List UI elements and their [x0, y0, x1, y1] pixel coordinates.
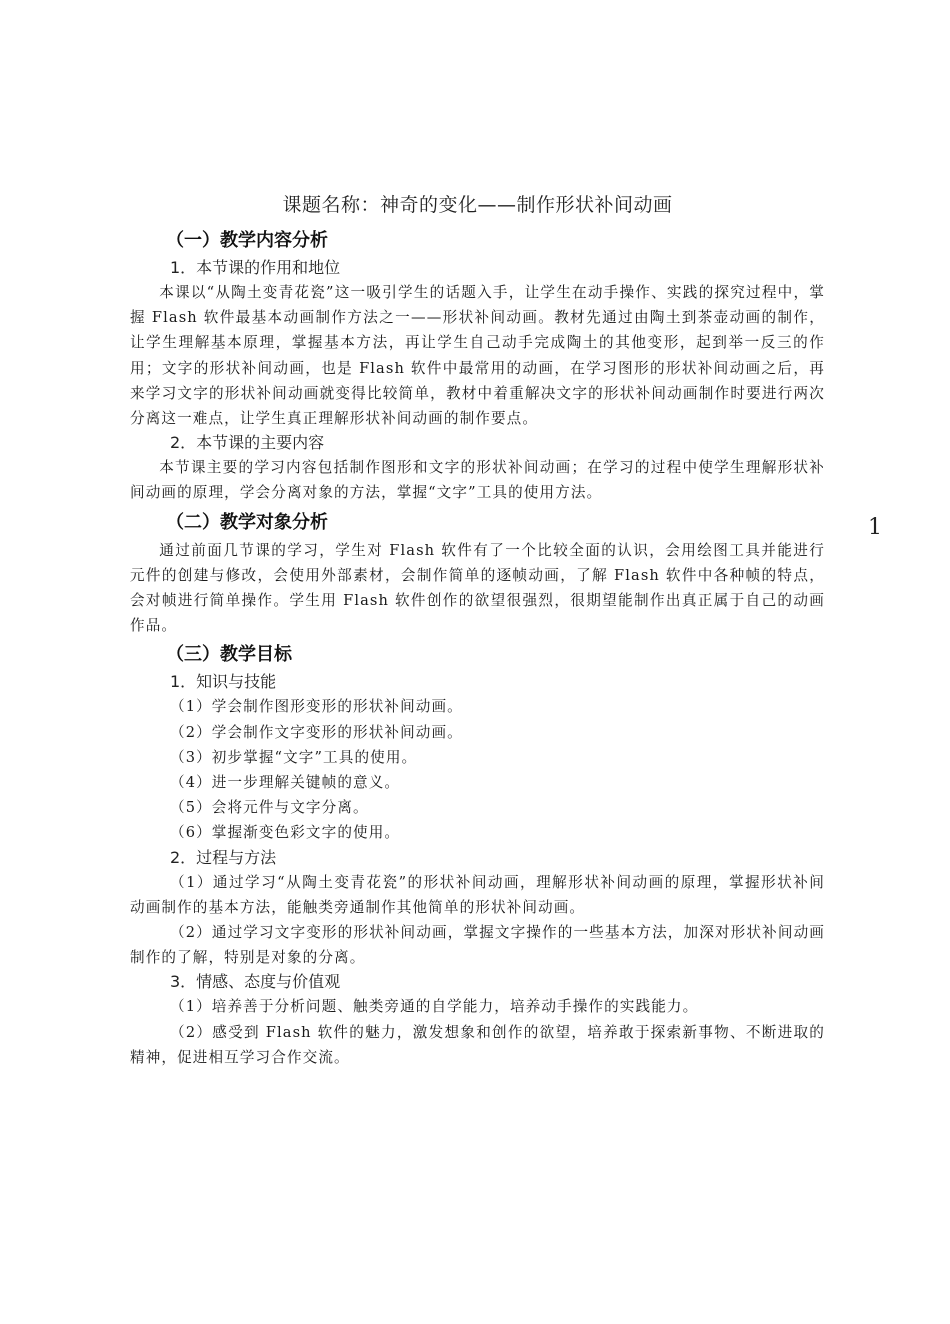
list-item: （3）初步掌握“文字”工具的使用。	[170, 748, 418, 766]
list-item: （2）通过学习文字变形的形状补间动画，掌握文字操作的一些基本方法，加深对形状补间动画制作的了解，特别是对象的分离。	[130, 924, 825, 967]
list-item: （1）培养善于分析问题、触类旁通的自学能力，培养动手操作的实践能力。	[170, 998, 699, 1016]
subheading-values: 3．情感、态度与价值观	[170, 972, 341, 992]
list-item: （4）进一步理解关键帧的意义。	[170, 774, 401, 792]
section-heading-content-analysis: （一）教学内容分析	[166, 230, 328, 251]
list-item: （6）掌握渐变色彩文字的使用。	[170, 824, 401, 842]
section-heading-goals: （三）教学目标	[166, 644, 292, 666]
page-title: 课题名称：神奇的变化——制作形状补间动画	[282, 194, 673, 216]
list-item: （5）会将元件与文字分离。	[170, 799, 369, 817]
page-number: 1	[868, 515, 882, 540]
list-item: （2）学会制作文字变形的形状补间动画。	[170, 723, 463, 741]
subheading-process: 2．过程与方法	[170, 847, 277, 867]
list-item: （1）通过学习“从陶土变青花瓷”的形状补间动画，理解形状补间动画的原理，掌握形状补间动画制作的基本方法，能触类旁通制作其他简单的形状补间动画。	[130, 873, 825, 916]
list-item: （2）感受到 Flash 软件的魅力，激发想象和创作的欲望，培养敢于探索新事物、不断进取的精神，促进相互学习合作交流。	[130, 1023, 825, 1066]
document-body	[130, 226, 825, 1070]
paragraph-role: 本课以“从陶土变青花瓷”这一吸引学生的话题入手，让学生在动手操作、实践的探究过程中，掌握 Flash 软件最基本动画制作方法之一——形状补间动画。教材先通过由陶土到茶壶动画的制作，让学生理解基本原理，掌握基本方法，再让学生自己动手完成陶土的其他变形，起到举一反三的作用；文字的形状补间动画，也是 Flash 软件中最常用的动画，在学习图形的形状补间动画之后，再来学习文字的形状补间动画就变得比较简单，教材中着重解决文字的形状补间动画制作时要进行两次分离这一难点，让学生真正理解形状补间动画的制作要点。	[130, 284, 825, 428]
section-heading-student-analysis: （二）教学对象分析	[166, 511, 328, 533]
paragraph-student-analysis: 通过前面几节课的学习，学生对 Flash 软件有了一个比较全面的认识，会用绘图工具并能进行元件的创建与修改，会使用外部素材，会制作简单的逐帧动画，了解 Flash 软件中各种帧的特点，会对帧进行简单操作。学生用 Flash 软件创作的欲望很强烈，很期望能制作出真正属于自己的动画作品。	[130, 541, 825, 635]
subheading-main-content: 2．本节课的主要内容	[170, 433, 325, 453]
paragraph-main-content: 本节课主要的学习内容包括制作图形和文字的形状补间动画；在学习的过程中使学生理解形状补间动画的原理，学会分离对象的方法，掌握“文字”工具的使用方法。	[130, 459, 825, 502]
list-item: （1）学会制作图形变形的形状补间动画。	[170, 698, 463, 716]
subheading-role: 1．本节课的作用和地位	[170, 258, 341, 277]
subheading-knowledge: 1．知识与技能	[170, 672, 277, 692]
